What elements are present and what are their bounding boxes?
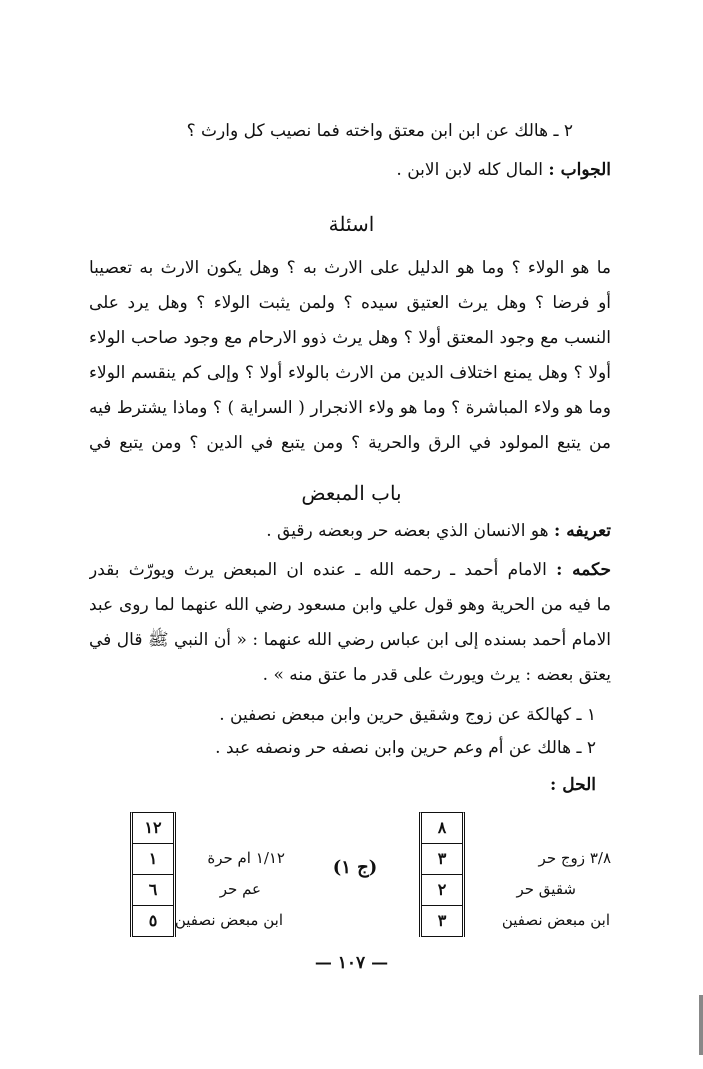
table-cell: ٥	[133, 906, 173, 937]
table-cell: ٦	[133, 875, 173, 906]
table-cell: ١	[133, 844, 173, 875]
definition-text: هو الانسان الذي بعضه حر وبعضه رقيق .	[266, 521, 555, 541]
table-cell: ٣	[422, 844, 462, 875]
right-heir-row	[471, 843, 611, 874]
question-2-text: ٢ ـ هالك عن ابن ابن معتق واخته فما نصيب كل وارث ؟	[186, 121, 573, 141]
right-heir-row	[471, 874, 576, 905]
left-solution-table	[130, 812, 176, 937]
questions-line: وما هو ولاء المباشرة ؟ وما هو ولاء الانجرار ( السراية ) ؟ وماذا يشترط فيه	[89, 398, 611, 418]
heir-name: عم حر	[219, 880, 261, 898]
ruling-line: ما فيه من الحرية وهو قول علي وابن مسعود رضي الله عنهما لما روى عبد	[89, 595, 611, 615]
ruling-text: الامام أحمد ـ رحمه الله ـ عنده ان المبعض يرث ويورّث بقدر	[89, 560, 557, 580]
questions-line: من يتبع المولود في الرق والحرية ؟ ومن يتبع في الدين ؟ ومن يتبع في	[89, 433, 611, 453]
questions-line: أولا ؟ وهل يمنع اختلاف الدين من الارث بالولاء أولا ؟ وإلى كم ينقسم الولاء	[89, 363, 611, 383]
answer-text: المال كله لابن الابن .	[396, 160, 549, 180]
right-solution-table	[419, 812, 465, 937]
chapter-heading: باب المبعض	[301, 481, 402, 505]
solution-label: الحل :	[550, 775, 596, 795]
heir-name: ام حرة	[207, 849, 251, 867]
ruling-line: يعتق بعضه : يرث ويورث على قدر ما عتق منه » .	[262, 665, 611, 685]
left-heir-row	[175, 843, 285, 874]
left-heir-row	[181, 874, 261, 905]
heir-name: زوج حر	[538, 849, 586, 867]
heir-share: ٣/٨	[589, 849, 611, 867]
table-cell: ٢	[422, 875, 462, 906]
definition-label: تعريفه :	[554, 521, 611, 541]
answer-line	[396, 157, 611, 183]
questions-heading: اسئلة	[328, 212, 375, 236]
problem-2: ٢ ـ هالك عن أم وعم حرين وابن نصفه حر ونصفه عبد .	[215, 738, 596, 758]
answer-label: الجواب :	[548, 160, 611, 180]
heir-share: ١/١٢	[255, 849, 285, 867]
questions-line: النسب مع وجود المعتق أولا ؟ وهل يرث ذوو الارحام مع وجود صاحب الولاء	[89, 328, 611, 348]
table-cell: ١٢	[133, 813, 173, 844]
problem-1: ١ ـ كهالكة عن زوج وشقيق حرين وابن مبعض نصفين .	[219, 705, 596, 725]
heir-name: ابن مبعض نصفين	[501, 911, 610, 929]
right-heir-row	[470, 905, 610, 936]
questions-line: أو فرضا ؟ وهل يرث العتيق سيده ؟ ولمن يثبت الولاء ؟ وهل يرد على	[89, 293, 611, 313]
table-cell: ٨	[422, 813, 462, 844]
heir-name: شقيق حر	[516, 880, 576, 898]
questions-line: ما هو الولاء ؟ وما هو الدليل على الارث به ؟ وهل يكون الارث به تعصيبا	[89, 258, 611, 278]
case-label: (ج ١)	[332, 857, 378, 878]
definition-line	[266, 518, 611, 544]
scan-edge-mark	[699, 995, 703, 1055]
left-heir-row	[173, 905, 283, 936]
ruling-label: حكمه :	[556, 560, 611, 580]
table-cell: ٣	[422, 906, 462, 937]
ruling-line	[89, 557, 611, 583]
heir-name: ابن مبعض نصفين	[174, 911, 283, 929]
ruling-line: الامام أحمد بسنده إلى ابن عباس رضي الله عنهما : « أن النبي ﷺ قال في	[89, 630, 611, 650]
page-number: — ١٠٧ —	[314, 953, 389, 973]
